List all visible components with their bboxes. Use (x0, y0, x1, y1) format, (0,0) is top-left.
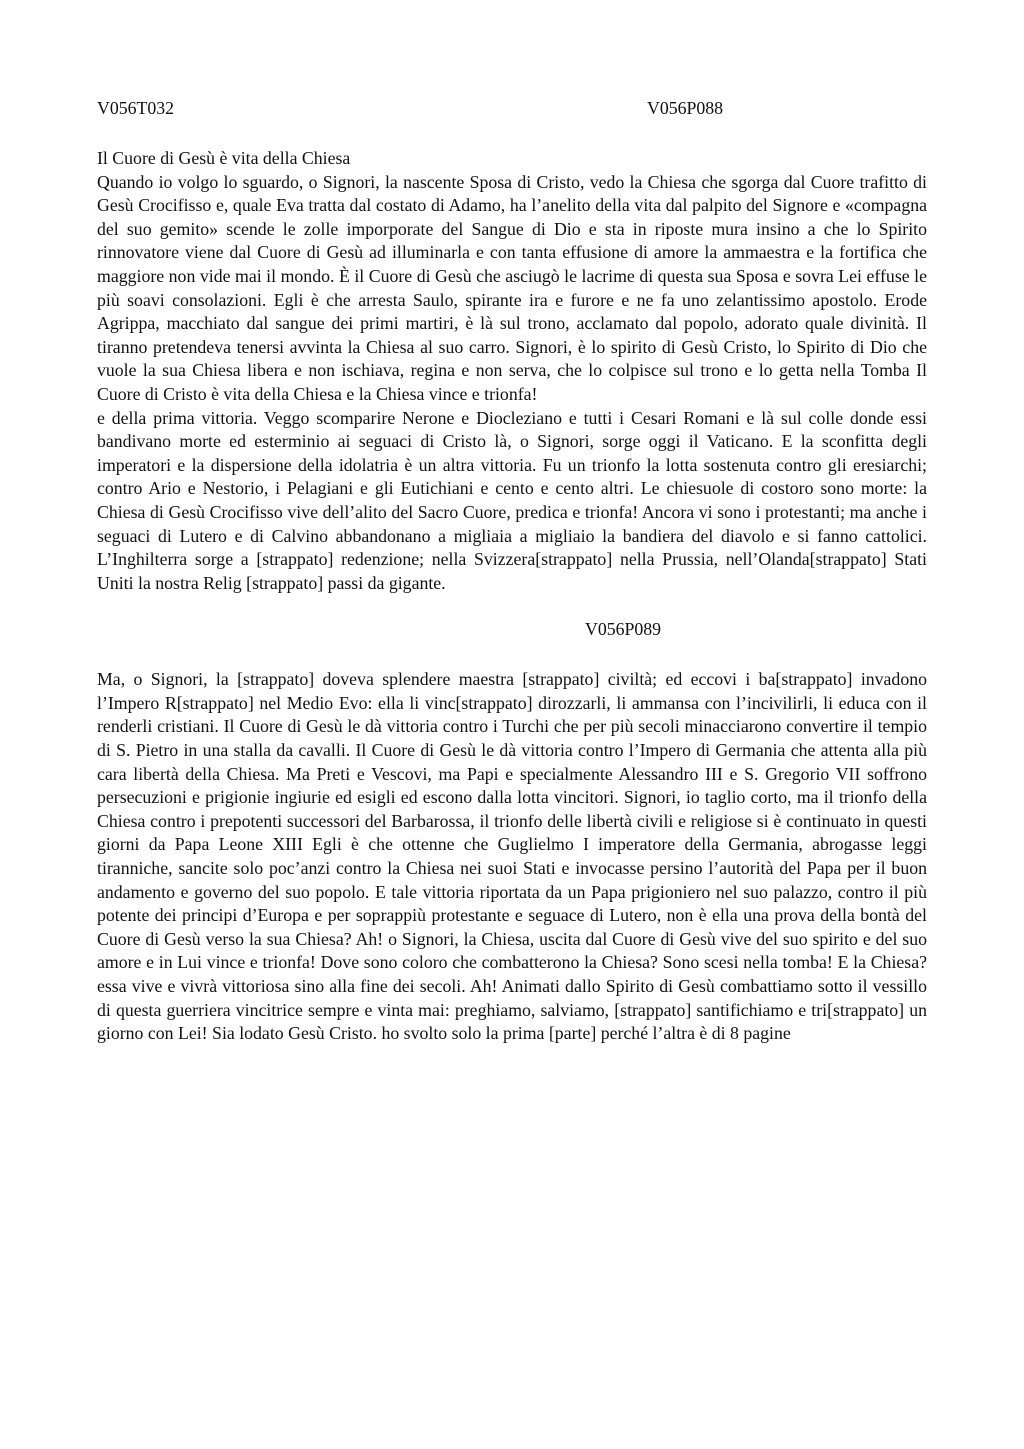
paragraph: Ma, o Signori, la [strappato] doveva splendere maestra [strappato] civiltà; ed eccovi i ba[strappato] invadono l’Impero R[strappato] nel Medio Evo: ella li vinc[strappato] dirozzarli, li ammansa con l’incivilirli, li educa con il renderli cristiani. Il Cuore di Gesù le dà vittoria contro i Turchi che per più secoli minacciarono convertire il tempio di S. Pietro in una stalla da cavalli. Il Cuore di Gesù le dà vittoria contro l’Impero di Germania che attenta alla più cara libertà della Chiesa. Ma Preti e Vescovi, ma Papi e specialmente Alessandro III e S. Gregorio VII soffrono persecuzioni e prigionie ingiurie ed esigli ed escono dalla lotta vincitori. Signori, io taglio corto, ma il trionfo della Chiesa contro i prepotenti successori del Barbarossa, il trionfo delle libertà civili e religiose si è continuato in questi giorni da Papa Leone XIII Egli è che ottenne che Guglielmo I imperatore della Germania, abrogasse leggi tiranniche, sancite solo poc’anzi contro la Chiesa nei suoi Stati e invocasse persino l’autorità del Papa per il buon andamento e governo del suo popolo. E tale vittoria riportata da un Papa prigioniero nel suo palazzo, contro il più potente dei principi d’Europa e per soprappiù protestante e seguace di Lutero, non è ella una prova della bontà del Cuore di Gesù verso la sua Chiesa? Ah! o Signori, la Chiesa, uscita dal Cuore di Gesù vive del suo spirito e del suo amore e in Lui vince e trionfa! Dove sono coloro che combatterono la Chiesa? Sono scesi nella tomba! E la Chiesa? essa vive e vivrà vittoriosa sino alla fine dei secoli. Ah! Animati dallo Spirito di Gesù combattiamo sotto il vessillo di questa guerriera vincitrice sempre e vinta mai: preghiamo, salviamo, [strappato] santifichiamo e tri[strappato] un giorno con Lei! Sia lodato Gesù Cristo. ho svolto solo la prima [parte] perché l’altra è di 8 pagine (97, 669, 927, 1044)
page-code: V056P088 (647, 98, 724, 118)
document-title: Il Cuore di Gesù è vita della Chiesa (97, 148, 351, 168)
document-header (97, 97, 927, 121)
paragraph: e della prima vittoria. Veggo scomparire Nerone e Diocleziano e tutti i Cesari Romani e là sul colle donde essi bandivano morte ed esterminio ai seguaci di Cristo là, o Signori, sorge oggi il Vaticano. E la sconfitta degli imperatori e la dispersione della idolatria è un altra vittoria. Fu un trionfo la lotta sostenuta contro gli eresiarchi; contro Ario e Nestorio, i Pelagiani e gli Eutichiani e cento e cento altri. Le chiesuole di costoro sono morte: la Chiesa di Gesù Crocifisso vive dell’alito del Sacro Cuore, predica e trionfa! Ancora vi sono i protestanti; ma anche i seguaci di Lutero e di Calvino abbandonano a migliaia a migliaio la bandiera del diavolo e si fanno cattolici. L’Inghilterra sorge a [strappato] redenzione; nella Svizzera[strappato] nella Prussia, nell’Olanda[strappato] Stati Uniti la nostra Relig [strappato] passi da gigante. (97, 407, 927, 593)
paragraph: Quando io volgo lo sguardo, o Signori, la nascente Sposa di Cristo, vedo la Chiesa che sgorga dal Cuore trafitto di Gesù Crocifisso e, quale Eva tratta dal costato di Adamo, ha l’anelito della vita dal palpito del Signore e «compagna del suo gemito» scende le zolle imporporate del Sangue di Dio e sta in riposte mura insino a che lo Spirito rinnovatore viene dal Cuore di Gesù ad illuminarla e con tanta effusione di amore la ammaestra e la fortifica che maggiore non vide mai il mondo. È il Cuore di Gesù che asciugò le lacrime di questa sua Sposa e sovra Lei effuse le più soavi consolazioni. Egli è che arresta Saulo, spirante ira e furore e ne fa uno zelantissimo apostolo. Erode Agrippa, macchiato dal sangue dei primi martiri, è là sul trono, acclamato dal popolo, adorato quale divinità. Il tiranno pretendeva tenersi avvinta la Chiesa al suo carro. Signori, è lo spirito di Gesù Cristo, lo Spirito di Dio che vuole la sua Chiesa libera e non ischiava, regina e non serva, che lo colpisce sul trono e lo getta nella Tomba Il Cuore di Cristo è vita della Chiesa e la Chiesa vince e trionfa! (97, 171, 927, 404)
page-code: V056P089 (585, 619, 662, 640)
document-page (97, 97, 927, 1046)
document-code: V056T032 (97, 98, 175, 118)
